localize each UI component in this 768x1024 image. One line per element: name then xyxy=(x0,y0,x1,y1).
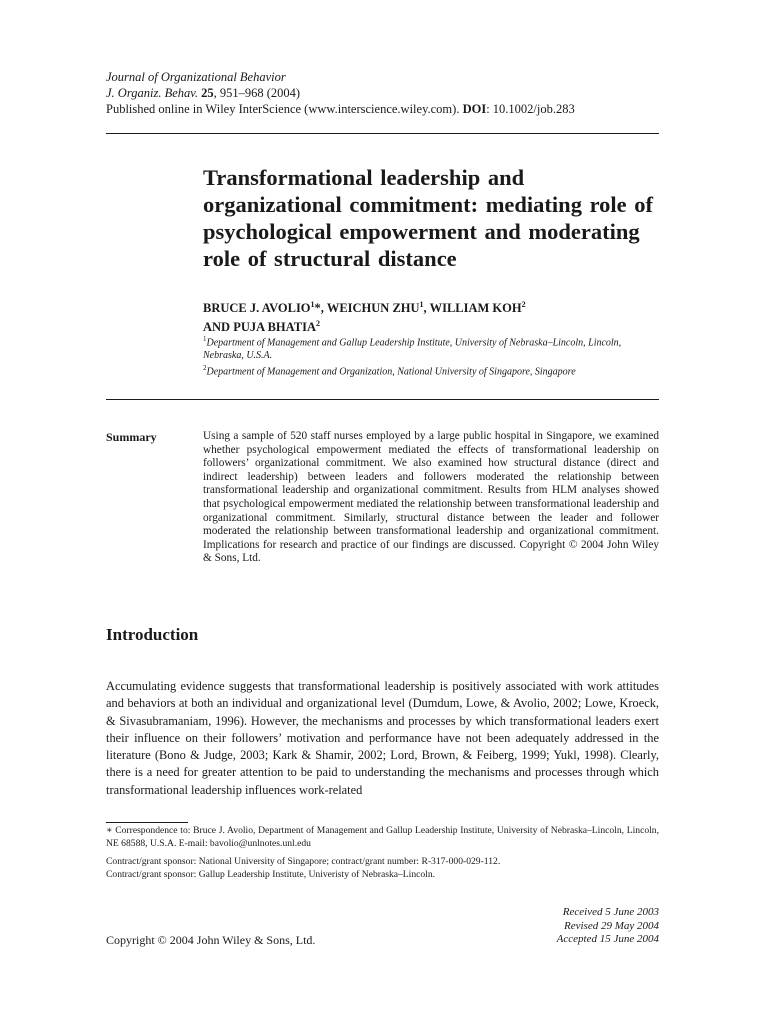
author-name: WEICHUN ZHU xyxy=(326,301,420,316)
affil-marker: 1 xyxy=(310,300,315,309)
affil-marker: 1 xyxy=(419,300,424,309)
sponsor-footnote: Contract/grant sponsor: Gallup Leadership Institute, Univeristy of Nebraska–Lincoln. xyxy=(106,868,436,880)
author-separator: , xyxy=(423,301,430,316)
author-name: WILLIAM KOH xyxy=(429,301,522,316)
affil-number: 1 xyxy=(203,335,207,343)
sponsor-footnote: Contract/grant sponsor: National University of Singapore; contract/grant number: R-317-000-029-112. xyxy=(106,856,501,868)
footnote-rule xyxy=(106,822,188,823)
affil-number: 2 xyxy=(203,364,207,373)
citation-abbrev: J. Organiz. Behav. xyxy=(106,86,198,100)
footer-copyright: Copyright © 2004 John Wiley & Sons, Ltd. xyxy=(106,933,316,947)
published-line xyxy=(106,101,575,117)
affil-marker: 2 xyxy=(315,319,320,329)
footnotes xyxy=(106,825,659,881)
journal-header xyxy=(106,69,575,117)
affil-marker: 2 xyxy=(521,300,526,309)
doi-label: DOI xyxy=(462,102,487,116)
pages-year: , 951–968 (2004) xyxy=(213,86,301,100)
author-list xyxy=(203,297,659,335)
affiliations xyxy=(203,333,659,379)
summary-label: Summary xyxy=(106,430,157,444)
published-text: Published online in Wiley InterScience (www.interscience.wiley.com). xyxy=(106,102,463,116)
summary-abstract xyxy=(203,430,659,566)
received-date: Received 5 June 2003 xyxy=(562,906,659,918)
article-title: Transformational leadership and organizational commitment: mediating role of psychological empowerment and moderating role of structural distance xyxy=(203,165,654,271)
correspondence-marker: *, xyxy=(314,301,327,316)
doi-value: : 10.1002/job.283 xyxy=(486,102,575,116)
citation-line xyxy=(106,85,575,101)
author-name: BRUCE J. AVOLIO xyxy=(203,301,311,316)
paper-page xyxy=(106,0,659,1024)
revised-date: Revised 29 May 2004 xyxy=(564,919,659,932)
header-rule xyxy=(106,133,659,134)
affil-text: Department of Management and Organization, National University of Singapore, Singapore xyxy=(206,366,576,378)
introduction-body: Accumulating evidence suggests that transformational leadership is positively associated with work attitudes and behaviors at both an individual and organizational level (Dumdum, Lowe, & Avolio, 2002; Lowe, Kroeck, & Sivasubramaniam, 1996). However, the mechanisms and processes by which transformational leaders exert their influence on their followers’ motivation and performance have not been adequately addressed in the literature (Bono & Judge, 2003; Kark & Shamir, 2002; Lord, Brown, & Feiberg, 1999; Yukl, 1998). Clearly, there is a need for greater attention to be paid to understanding the mechanisms and processes through which transformational leadership influences work-related xyxy=(106,679,659,797)
accepted-date: Accepted 15 June 2004 xyxy=(556,933,659,945)
correspondence-footnote: ∗ Correspondence to: Bruce J. Avolio, Department of Management and Gallup Leadership Institute, University of Nebraska–Lincoln, Lincoln, NE 68588, U.S.A. E-mail: bavolio@unlnotes.unl.edu xyxy=(106,825,659,849)
section-rule xyxy=(106,399,659,400)
journal-name: Journal of Organizational Behavior xyxy=(106,70,286,84)
affiliation-item xyxy=(203,362,659,379)
introduction-heading: Introduction xyxy=(106,625,199,644)
manuscript-dates xyxy=(557,906,659,947)
summary-body: Using a sample of 520 staff nurses employed by a large public hospital in Singapore, we examined whether psychological empowerment mediated the effects of transformational leadership on followers’ organizational commitment. We also examined how structural distance (direct and indirect leadership) between leaders and followers moderated the relationship between transformational leadership and organizational commitment. Results from HLM analyses showed that psychological empowerment mediated the relationship between transformational leadership and organizational commitment. Similarly, structural distance between the leader and follower moderated the relationship between transformational leadership and organizational commitment. Implications for research and practice of our findings are discussed. xyxy=(203,430,659,551)
volume-number: 25 xyxy=(201,86,214,100)
affil-text: Department of Management and Gallup Leadership Institute, University of Nebraska–Lincoln, Lincoln, Nebraska, U.S.A. xyxy=(203,337,622,361)
affiliation-item xyxy=(203,333,659,362)
author-name: AND PUJA BHATIA xyxy=(203,320,316,335)
summary-copyright: Copyright © 2004 John Wiley & Sons, Ltd. xyxy=(203,538,659,565)
